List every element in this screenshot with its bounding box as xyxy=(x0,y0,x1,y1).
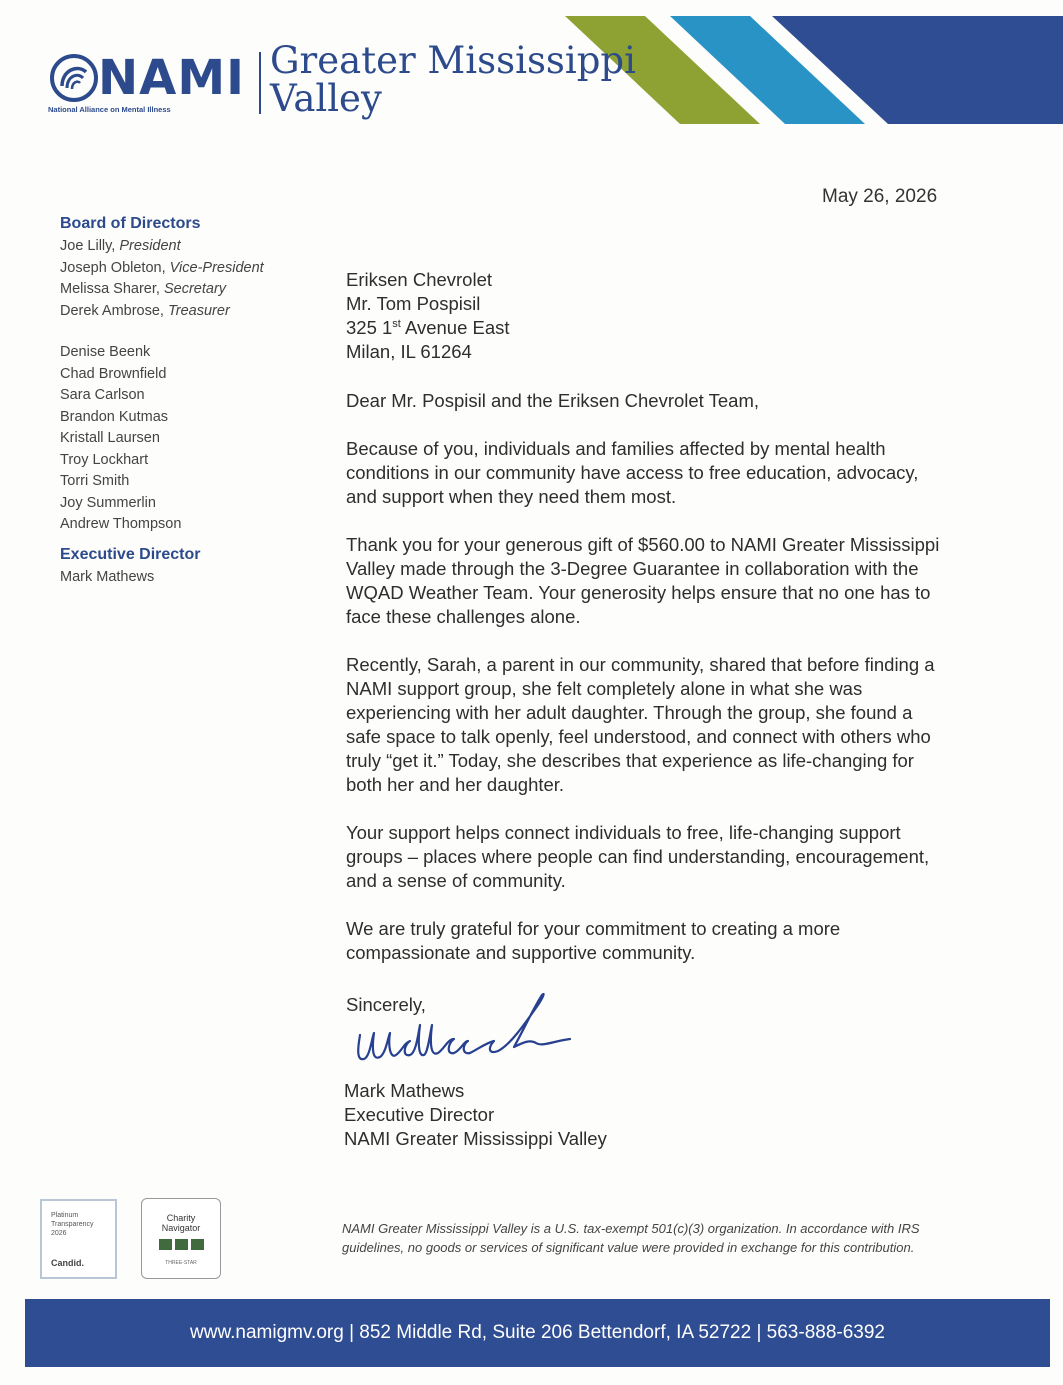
badge-text: Transparency xyxy=(51,1221,94,1228)
board-member: Andrew Thompson xyxy=(60,516,182,532)
spacer xyxy=(60,536,300,543)
recipient-street xyxy=(346,316,946,340)
org-name-line2: Valley xyxy=(270,77,382,120)
recipient-city: Milan, IL 61264 xyxy=(346,341,472,362)
logo-wordmark: NAMI xyxy=(98,50,245,106)
letter-body xyxy=(346,268,946,1017)
officer-role: President xyxy=(119,238,181,254)
board-member: Brandon Kutmas xyxy=(60,408,169,425)
badge-text: Platinum xyxy=(51,1212,79,1219)
recipient-company: Eriksen Chevrolet xyxy=(346,269,493,290)
star-rating-icon xyxy=(157,1239,205,1251)
nami-swirl-icon xyxy=(48,52,100,104)
org-name xyxy=(270,39,636,120)
officer-name: Derek Ambrose, xyxy=(60,302,164,319)
paragraph: Recently, Sarah, a parent in our community, shared that before finding a NAMI support group, she felt completely alone in what she was experiencing with her adult daughter. Through the group, she found a safe space to talk openly, feel understood, and connect with others who truly “get it.” Today, she describes that experience as life-changing for both her and her daughter. xyxy=(346,654,935,795)
exec-heading: Executive Director xyxy=(60,545,201,563)
board-member: Joy Summerlin xyxy=(60,494,156,511)
signer-title: Executive Director xyxy=(344,1104,495,1125)
candid-brand: Candid. xyxy=(51,1258,84,1268)
officer-role: Treasurer xyxy=(168,302,230,319)
board-member: Sara Carlson xyxy=(60,387,145,403)
recipient-address xyxy=(346,268,946,364)
board-heading: Board of Directors xyxy=(60,215,201,232)
paragraph: Your support helps connect individuals to free, life-changing support groups – places where people can find understanding, encouragement, and a sense of community. xyxy=(346,822,930,891)
signer-name: Mark Mathews xyxy=(344,1080,465,1101)
exec-name: Mark Mathews xyxy=(60,568,155,585)
officer-role: Secretary xyxy=(163,281,227,297)
officer-row xyxy=(60,301,300,323)
officer-role: Vice-President xyxy=(169,259,264,276)
board-member: Chad Brownfield xyxy=(60,365,167,382)
badge-level: THREE-STAR xyxy=(165,1260,197,1266)
letter-date: May 26, 2026 xyxy=(822,186,938,207)
closing: Sincerely, xyxy=(346,994,426,1015)
spacer xyxy=(60,322,300,342)
logo-divider xyxy=(259,52,261,114)
greeting: Dear Mr. Pospisil and the Eriksen Chevrolet Team, xyxy=(346,390,760,411)
officer-row xyxy=(60,279,300,301)
logo-tagline: National Alliance on Mental Illness xyxy=(48,105,171,114)
badge-text: 2026 xyxy=(51,1230,67,1237)
charity-navigator-badge xyxy=(141,1198,221,1279)
signer-org: NAMI Greater Mississippi Valley xyxy=(344,1128,607,1149)
board-member: Kristall Laursen xyxy=(60,430,160,446)
badge-text: Navigator xyxy=(161,1223,201,1233)
board-member: Torri Smith xyxy=(60,473,130,489)
candid-transparency-badge xyxy=(40,1199,117,1279)
officer-row xyxy=(60,236,300,258)
street-ordinal: st xyxy=(392,317,401,330)
paragraph: Because of you, individuals and families affected by mental health conditions in our community have access to free education, advocacy, and support when they need them most. xyxy=(346,438,919,507)
officer-row xyxy=(60,258,300,280)
street-number: 325 1 xyxy=(346,317,393,338)
paragraph: We are truly grateful for your commitment to creating a more compassionate and supportive community. xyxy=(346,918,841,963)
board-member: Troy Lockhart xyxy=(60,451,149,468)
board-sidebar xyxy=(60,212,300,588)
officer-name: Joe Lilly, xyxy=(60,238,116,254)
badge-text: Charity xyxy=(166,1213,196,1223)
street-name: Avenue East xyxy=(400,317,510,338)
recipient-person: Mr. Tom Pospisil xyxy=(346,293,481,314)
handwritten-signature xyxy=(354,985,584,1070)
tax-disclaimer: NAMI Greater Mississippi Valley is a U.S. tax-exempt 501(c)(3) organization. In accordance with IRS guidelines, no goods or services of significant value were provided in exchange for this contribution. xyxy=(342,1221,920,1255)
footer-contact-bar: www.namigmv.org | 852 Middle Rd, Suite 206 Bettendorf, IA 52722 | 563-888-6392 xyxy=(25,1299,1050,1367)
officer-name: Joseph Obleton, xyxy=(60,259,166,276)
board-member: Denise Beenk xyxy=(60,344,151,360)
signature-block xyxy=(344,1079,607,1151)
org-name-line1: Greater Mississippi xyxy=(270,39,636,82)
paragraph: Thank you for your generous gift of $560.00 to NAMI Greater Mississippi Valley made through the 3-Degree Guarantee in collaboration with the WQAD Weather Team. Your generosity helps ensure that no one has to face these challenges alone. xyxy=(346,534,940,627)
officer-name: Melissa Sharer, xyxy=(60,281,160,297)
